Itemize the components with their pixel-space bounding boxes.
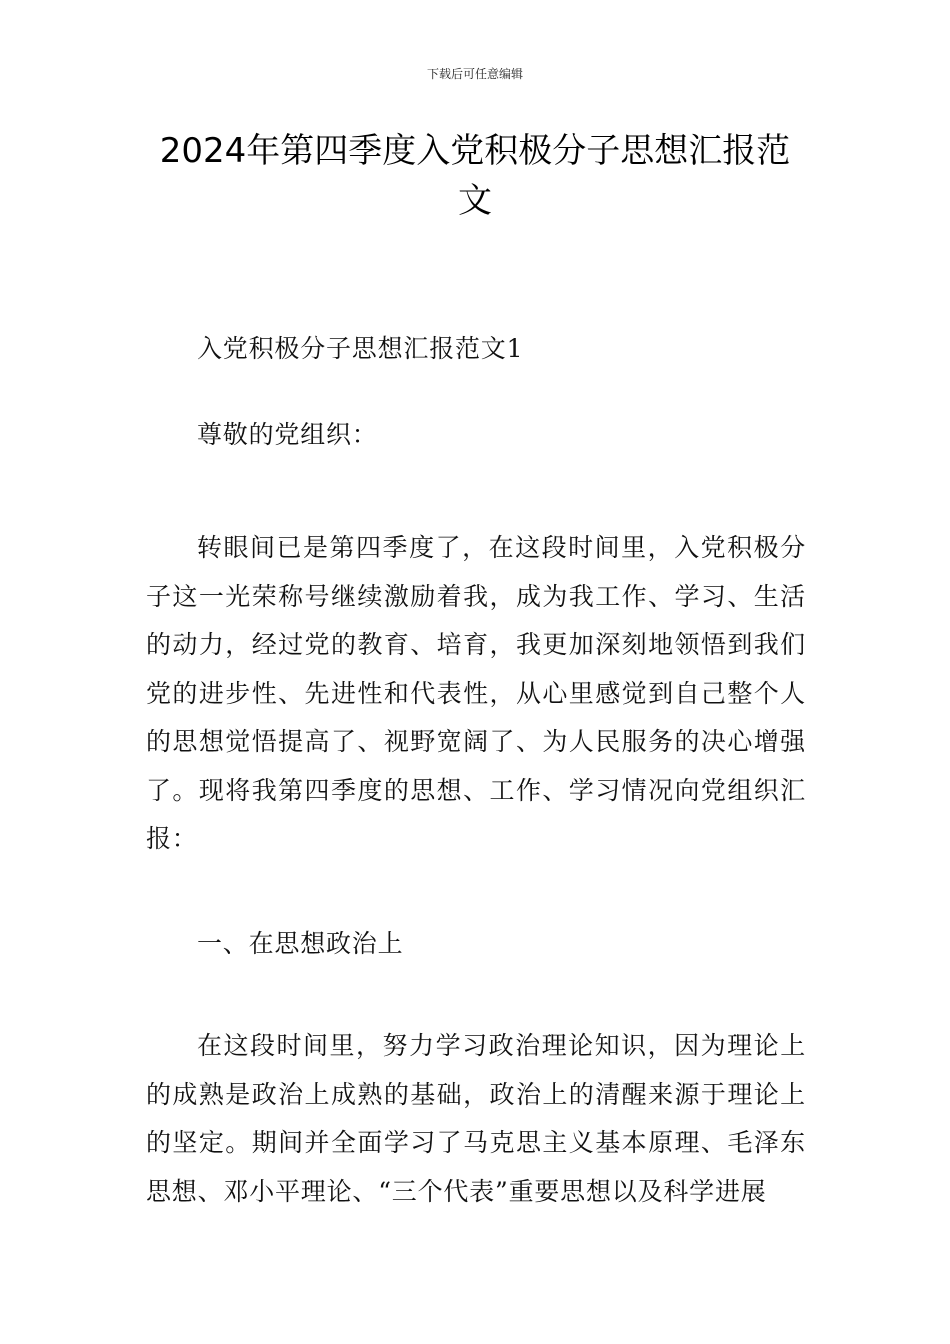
section-heading-1: 一、在思想政治上 <box>197 929 404 958</box>
salutation: 尊敬的党组织： <box>197 420 378 449</box>
document-title: 2024年第四季度入党积极分子思想汇报范文 <box>159 131 791 221</box>
body-paragraph-1: 转眼间已是第四季度了，在这段时间里，入党积极分子这一光荣称号继续激励着我，成为我工作、学习、生活的动力，经过党的教育、培育，我更加深刻地领悟到我们党的进步性、先进性和代表性，从心里感觉到自己整个人的思想觉悟提高了、视野宽阔了、为人民服务的决心增强了。现将我第四季度的思想、工作、学习情况向党组织汇报： <box>146 533 806 853</box>
body-paragraph-2: 在这段时间里，努力学习政治理论知识，因为理论上的成熟是政治上成熟的基础，政治上的清醒来源于理论上的坚定。期间并全面学习了马克思主义基本原理、毛泽东思想、邓小平理论、“三个代表”重要思想以及科学进展 <box>146 1031 806 1206</box>
header-note: 下载后可任意编辑 <box>426 67 523 81</box>
article-heading: 入党积极分子思想汇报范文1 <box>197 334 524 363</box>
